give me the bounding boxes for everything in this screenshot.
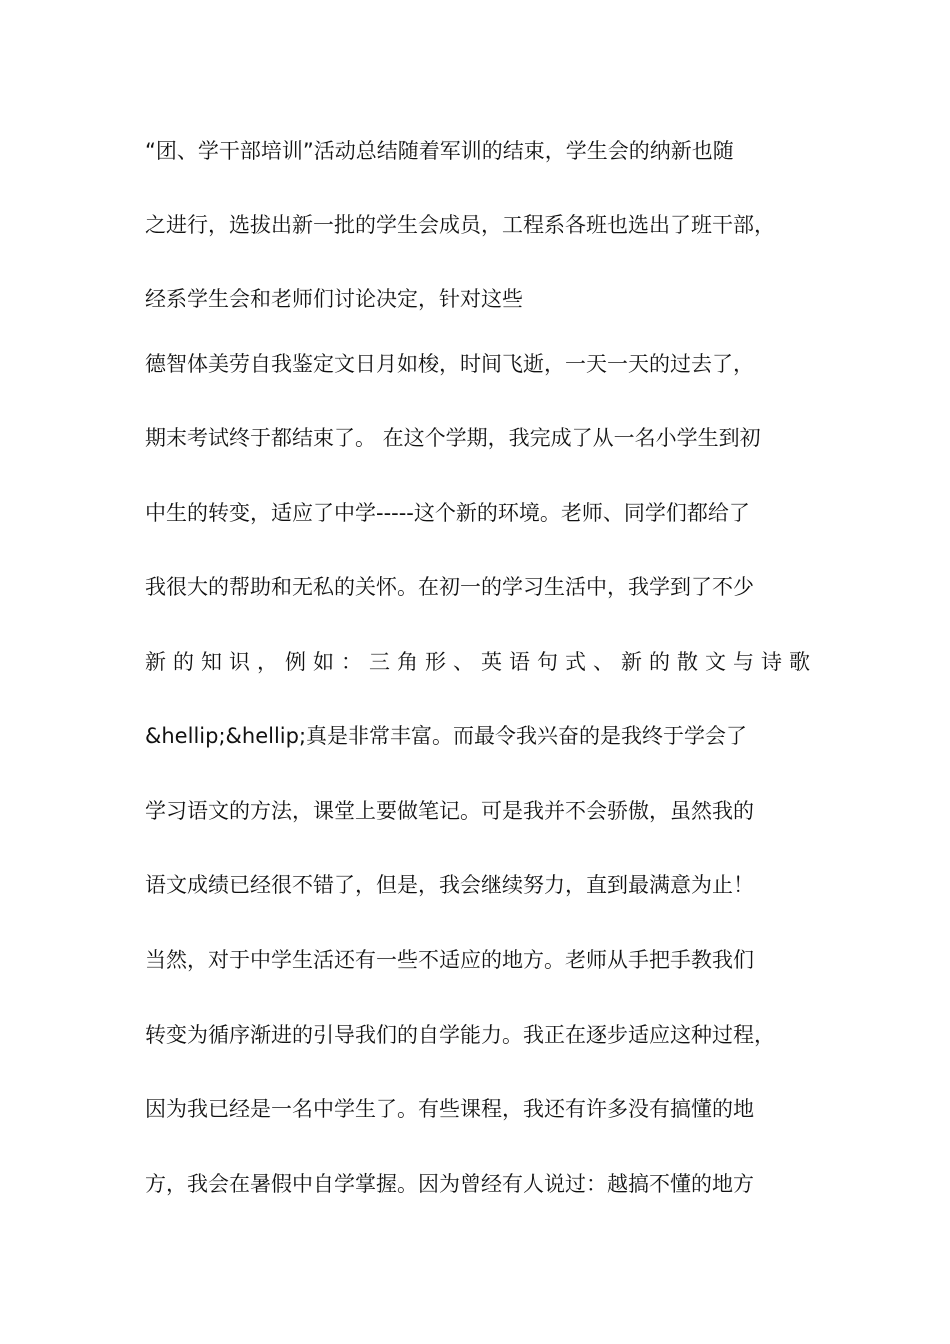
text-line: 学习语文的方法，课堂上要做笔记。可是我并不会骄傲，虽然我的	[145, 799, 754, 823]
text-line: 德智体美劳自我鉴定文日月如梭，时间飞逝，一天一天的过去了，	[145, 352, 754, 376]
text-line: 我很大的帮助和无私的关怀。在初一的学习生活中，我学到了不少	[145, 575, 754, 599]
text-line: 经系学生会和老师们讨论决定，针对这些	[145, 287, 523, 311]
text-line: 因为我已经是一名中学生了。有些课程，我还有许多没有搞懂的地	[145, 1097, 754, 1121]
text-line: 期末考试终于都结束了。 在这个学期，我完成了从一名小学生到初	[145, 426, 761, 450]
text-line: 中生的转变，适应了中学-----这个新的环境。老师、同学们都给了	[145, 501, 750, 525]
text-line: 当然，对于中学生活还有一些不适应的地方。老师从手把手教我们	[145, 948, 754, 972]
text-line: &hellip;&hellip;真是非常丰富。而最令我兴奋的是我终于学会了	[145, 724, 748, 748]
text-line: 语文成绩已经很不错了，但是，我会继续努力，直到最满意为止！	[145, 873, 754, 897]
text-line: “团、学干部培训”活动总结随着军训的结束，学生会的纳新也随	[145, 139, 734, 163]
text-line: 转变为循序渐进的引导我们的自学能力。我正在逐步适应这种过程，	[145, 1023, 775, 1047]
text-line: 方，我会在暑假中自学掌握。因为曾经有人说过：越搞不懂的地方	[145, 1172, 754, 1196]
text-line: 之进行，选拔出新一批的学生会成员，工程系各班也选出了班干部，	[145, 213, 775, 237]
text-line: 新的知识，例如：三角形、英语句式、新的散文与诗歌	[145, 650, 817, 674]
